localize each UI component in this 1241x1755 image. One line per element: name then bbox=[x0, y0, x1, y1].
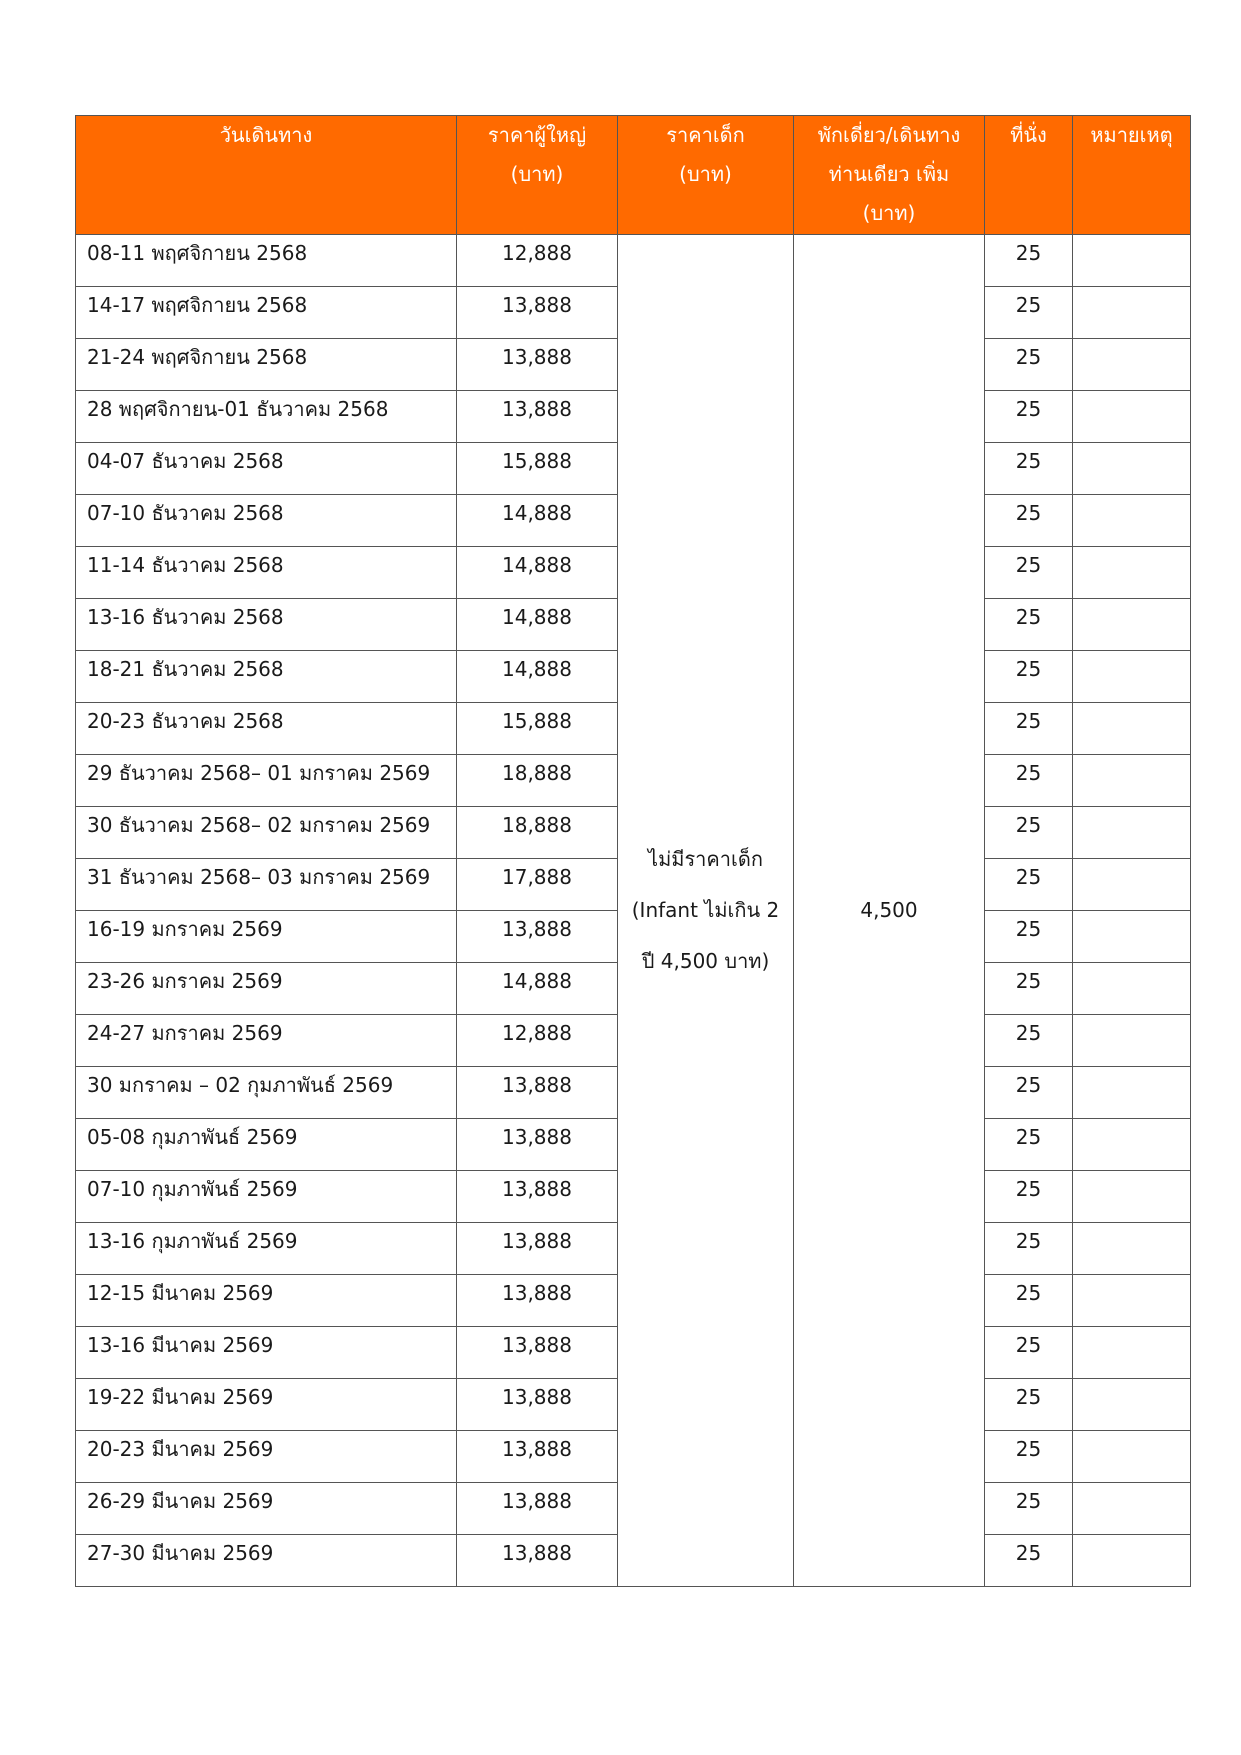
departure-date: 19-22 มีนาคม 2569 bbox=[76, 1379, 457, 1431]
table-header-row bbox=[76, 116, 1191, 235]
child-price-cell bbox=[618, 235, 794, 1587]
child-price-line: ไม่มีราคาเด็ก bbox=[648, 847, 763, 871]
seats-count: 25 bbox=[985, 547, 1073, 599]
adult-price: 14,888 bbox=[457, 963, 618, 1015]
adult-price: 12,888 bbox=[457, 235, 618, 287]
departure-date: 13-16 มีนาคม 2569 bbox=[76, 1327, 457, 1379]
remark-cell bbox=[1073, 1379, 1191, 1431]
remark-cell bbox=[1073, 859, 1191, 911]
seats-count: 25 bbox=[985, 1015, 1073, 1067]
adult-price: 18,888 bbox=[457, 755, 618, 807]
adult-price: 13,888 bbox=[457, 911, 618, 963]
table-row bbox=[76, 235, 1191, 287]
remark-cell bbox=[1073, 1223, 1191, 1275]
adult-price: 13,888 bbox=[457, 1431, 618, 1483]
adult-price: 13,888 bbox=[457, 1067, 618, 1119]
departure-date: 28 พฤศจิกายน-01 ธันวาคม 2568 bbox=[76, 391, 457, 443]
remark-cell bbox=[1073, 1015, 1191, 1067]
remark-cell bbox=[1073, 963, 1191, 1015]
adult-price: 13,888 bbox=[457, 339, 618, 391]
remark-cell bbox=[1073, 391, 1191, 443]
departure-date: 07-10 ธันวาคม 2568 bbox=[76, 495, 457, 547]
remark-cell bbox=[1073, 1431, 1191, 1483]
departure-date: 14-17 พฤศจิกายน 2568 bbox=[76, 287, 457, 339]
seats-count: 25 bbox=[985, 1275, 1073, 1327]
adult-price: 14,888 bbox=[457, 495, 618, 547]
seats-count: 25 bbox=[985, 651, 1073, 703]
adult-price: 13,888 bbox=[457, 1119, 618, 1171]
remark-cell bbox=[1073, 547, 1191, 599]
seats-count: 25 bbox=[985, 1535, 1073, 1587]
departure-date: 07-10 กุมภาพันธ์ 2569 bbox=[76, 1171, 457, 1223]
seats-count: 25 bbox=[985, 495, 1073, 547]
adult-price: 14,888 bbox=[457, 599, 618, 651]
departure-date: 12-15 มีนาคม 2569 bbox=[76, 1275, 457, 1327]
departure-date: 20-23 ธันวาคม 2568 bbox=[76, 703, 457, 755]
price-table bbox=[75, 115, 1191, 1587]
departure-date: 26-29 มีนาคม 2569 bbox=[76, 1483, 457, 1535]
seats-count: 25 bbox=[985, 911, 1073, 963]
remark-cell bbox=[1073, 287, 1191, 339]
remark-cell bbox=[1073, 1171, 1191, 1223]
remark-cell bbox=[1073, 1535, 1191, 1587]
header-date: วันเดินทาง bbox=[76, 116, 457, 235]
seats-count: 25 bbox=[985, 1379, 1073, 1431]
departure-date: 04-07 ธันวาคม 2568 bbox=[76, 443, 457, 495]
remark-cell bbox=[1073, 1275, 1191, 1327]
seats-count: 25 bbox=[985, 599, 1073, 651]
remark-cell bbox=[1073, 235, 1191, 287]
departure-date: 23-26 มกราคม 2569 bbox=[76, 963, 457, 1015]
adult-price: 13,888 bbox=[457, 1483, 618, 1535]
adult-price: 12,888 bbox=[457, 1015, 618, 1067]
departure-date: 05-08 กุมภาพันธ์ 2569 bbox=[76, 1119, 457, 1171]
single-supplement-cell: 4,500 bbox=[794, 235, 985, 1587]
adult-price: 14,888 bbox=[457, 547, 618, 599]
adult-price: 13,888 bbox=[457, 1223, 618, 1275]
seats-count: 25 bbox=[985, 287, 1073, 339]
remark-cell bbox=[1073, 911, 1191, 963]
adult-price: 13,888 bbox=[457, 1171, 618, 1223]
header-seats: ที่นั่ง bbox=[985, 116, 1073, 235]
remark-cell bbox=[1073, 599, 1191, 651]
seats-count: 25 bbox=[985, 235, 1073, 287]
seats-count: 25 bbox=[985, 1067, 1073, 1119]
departure-date: 24-27 มกราคม 2569 bbox=[76, 1015, 457, 1067]
departure-date: 08-11 พฤศจิกายน 2568 bbox=[76, 235, 457, 287]
seats-count: 25 bbox=[985, 807, 1073, 859]
seats-count: 25 bbox=[985, 703, 1073, 755]
seats-count: 25 bbox=[985, 859, 1073, 911]
remark-cell bbox=[1073, 807, 1191, 859]
seats-count: 25 bbox=[985, 391, 1073, 443]
departure-date: 30 มกราคม – 02 กุมภาพันธ์ 2569 bbox=[76, 1067, 457, 1119]
remark-cell bbox=[1073, 703, 1191, 755]
seats-count: 25 bbox=[985, 1223, 1073, 1275]
departure-date: 11-14 ธันวาคม 2568 bbox=[76, 547, 457, 599]
adult-price: 13,888 bbox=[457, 1535, 618, 1587]
seats-count: 25 bbox=[985, 443, 1073, 495]
remark-cell bbox=[1073, 1327, 1191, 1379]
remark-cell bbox=[1073, 651, 1191, 703]
adult-price: 17,888 bbox=[457, 859, 618, 911]
adult-price: 18,888 bbox=[457, 807, 618, 859]
child-price-line: (Infant ไม่เกิน 2 bbox=[631, 898, 780, 922]
seats-count: 25 bbox=[985, 1327, 1073, 1379]
adult-price: 14,888 bbox=[457, 651, 618, 703]
adult-price: 15,888 bbox=[457, 703, 618, 755]
seats-count: 25 bbox=[985, 963, 1073, 1015]
remark-cell bbox=[1073, 755, 1191, 807]
remark-cell bbox=[1073, 1067, 1191, 1119]
seats-count: 25 bbox=[985, 1483, 1073, 1535]
departure-date: 31 ธันวาคม 2568– 03 มกราคม 2569 bbox=[76, 859, 457, 911]
departure-date: 18-21 ธันวาคม 2568 bbox=[76, 651, 457, 703]
seats-count: 25 bbox=[985, 755, 1073, 807]
departure-date: 21-24 พฤศจิกายน 2568 bbox=[76, 339, 457, 391]
adult-price: 13,888 bbox=[457, 1379, 618, 1431]
departure-date: 20-23 มีนาคม 2569 bbox=[76, 1431, 457, 1483]
adult-price: 13,888 bbox=[457, 287, 618, 339]
seats-count: 25 bbox=[985, 1171, 1073, 1223]
remark-cell bbox=[1073, 443, 1191, 495]
adult-price: 13,888 bbox=[457, 1327, 618, 1379]
departure-date: 27-30 มีนาคม 2569 bbox=[76, 1535, 457, 1587]
table-body bbox=[76, 235, 1191, 1587]
header-adult-price: ราคาผู้ใหญ่ (บาท) bbox=[457, 116, 618, 235]
departure-date: 13-16 ธันวาคม 2568 bbox=[76, 599, 457, 651]
header-single-supplement: พักเดี่ยว/เดินทาง ท่านเดียว เพิ่ม (บาท) bbox=[794, 116, 985, 235]
adult-price: 15,888 bbox=[457, 443, 618, 495]
departure-date: 16-19 มกราคม 2569 bbox=[76, 911, 457, 963]
remark-cell bbox=[1073, 339, 1191, 391]
departure-date: 13-16 กุมภาพันธ์ 2569 bbox=[76, 1223, 457, 1275]
header-remark: หมายเหตุ bbox=[1073, 116, 1191, 235]
remark-cell bbox=[1073, 1119, 1191, 1171]
seats-count: 25 bbox=[985, 1119, 1073, 1171]
adult-price: 13,888 bbox=[457, 1275, 618, 1327]
header-child-price: ราคาเด็ก (บาท) bbox=[618, 116, 794, 235]
remark-cell bbox=[1073, 495, 1191, 547]
departure-date: 30 ธันวาคม 2568– 02 มกราคม 2569 bbox=[76, 807, 457, 859]
seats-count: 25 bbox=[985, 339, 1073, 391]
remark-cell bbox=[1073, 1483, 1191, 1535]
child-price-line: ปี 4,500 บาท) bbox=[641, 949, 770, 973]
adult-price: 13,888 bbox=[457, 391, 618, 443]
seats-count: 25 bbox=[985, 1431, 1073, 1483]
departure-date: 29 ธันวาคม 2568– 01 มกราคม 2569 bbox=[76, 755, 457, 807]
